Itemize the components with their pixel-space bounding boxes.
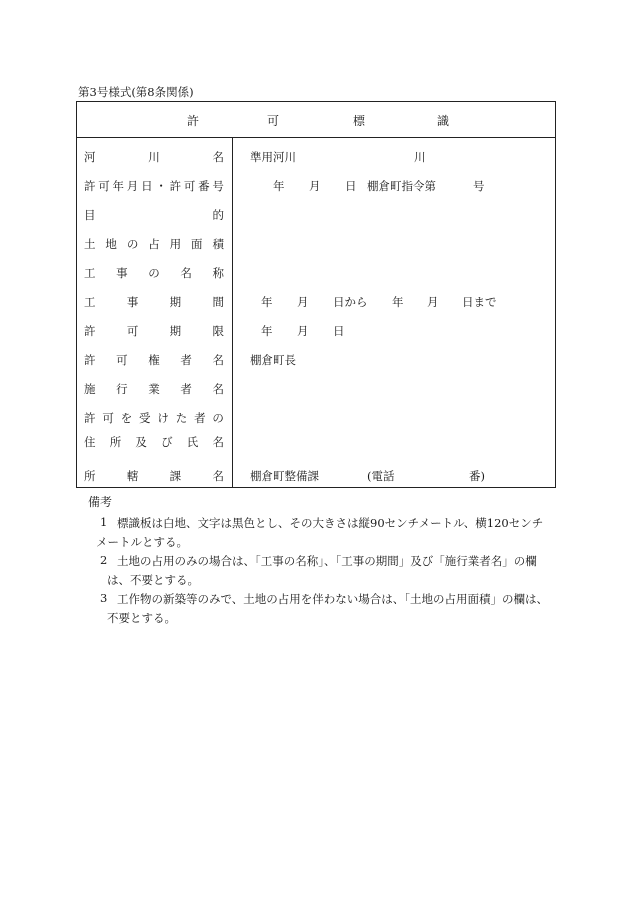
row-label-permit-date-number: 許 可 年 月 日 ・ 許 可 番 号 (84, 179, 224, 193)
value-start-month: 月 (297, 295, 309, 309)
note-text-line2: は、不要とする。 (107, 573, 199, 587)
permit-sign-table (76, 101, 556, 488)
note-text-line2: メートルとする。 (96, 535, 188, 549)
value-end-year: 年 (392, 295, 404, 309)
title-char: 可 (267, 114, 280, 128)
note-number: 3 (100, 591, 108, 605)
row-label-permit-deadline: 許 可 期 限 (84, 324, 224, 338)
notes-title: 備考 (88, 495, 113, 509)
note-text-line1: 標識板は白地、文字は黒色とし、その大きさは縦90センチメートル、横120センチ (117, 516, 544, 530)
value-river-suffix: 川 (414, 150, 426, 164)
value-directive-number: 棚倉町指令第 (367, 179, 436, 193)
row-label-purpose: 目 的 (84, 208, 224, 222)
title-char: 許 (187, 114, 200, 128)
value-month: 月 (309, 179, 321, 193)
note-text-line1: 工作物の新築等のみで、土地の占用を伴わない場合は、「土地の占用面積」の欄は、 (117, 592, 549, 606)
note-number: 2 (100, 553, 108, 567)
note-number: 1 (100, 515, 108, 529)
row-label-work-name: 工 事 の 名 称 (84, 266, 224, 280)
row-label-permittee-line2: 住 所 及 び 氏 名 (84, 435, 224, 449)
row-label-river-name: 河 川 名 (84, 150, 224, 164)
value-end-month: 月 (427, 295, 439, 309)
row-label-permitting-authority: 許 可 権 者 名 (84, 353, 224, 367)
title-char: 識 (437, 114, 450, 128)
row-label-permittee-line1: 許 可 を 受 け た 者 の (84, 411, 224, 425)
row-label-work-period: 工 事 期 間 (84, 295, 224, 309)
value-deadline-year: 年 (261, 324, 273, 338)
column-divider (232, 138, 233, 487)
value-number-suffix: 号 (473, 179, 485, 193)
row-label-jurisdiction: 所 轄 課 名 (84, 469, 224, 483)
value-river-type: 準用河川 (250, 150, 296, 164)
note-text-line2: 不要とする。 (107, 611, 176, 625)
value-authority: 棚倉町長 (250, 353, 296, 367)
row-label-contractor: 施 行 業 者 名 (84, 382, 224, 396)
table-header (77, 102, 555, 138)
value-day: 日 (345, 179, 357, 193)
row-label-occupied-area: 土 地 の 占 用 面 積 (84, 237, 224, 251)
value-year: 年 (273, 179, 285, 193)
value-start-year: 年 (261, 295, 273, 309)
value-end-day: 日まで (462, 295, 497, 309)
value-phone-close: 番) (469, 469, 485, 483)
value-deadline-month: 月 (297, 324, 309, 338)
value-department: 棚倉町整備課 (250, 469, 319, 483)
value-deadline-day: 日 (333, 324, 345, 338)
title-char: 標 (353, 114, 366, 128)
form-label: 第3号様式(第8条関係) (78, 85, 194, 99)
value-phone-open: (電話 (367, 469, 395, 483)
value-start-day: 日から (333, 295, 368, 309)
note-text-line1: 土地の占用のみの場合は、「工事の名称」、「工事の期間」及び「施行業者名」の欄 (117, 554, 537, 568)
